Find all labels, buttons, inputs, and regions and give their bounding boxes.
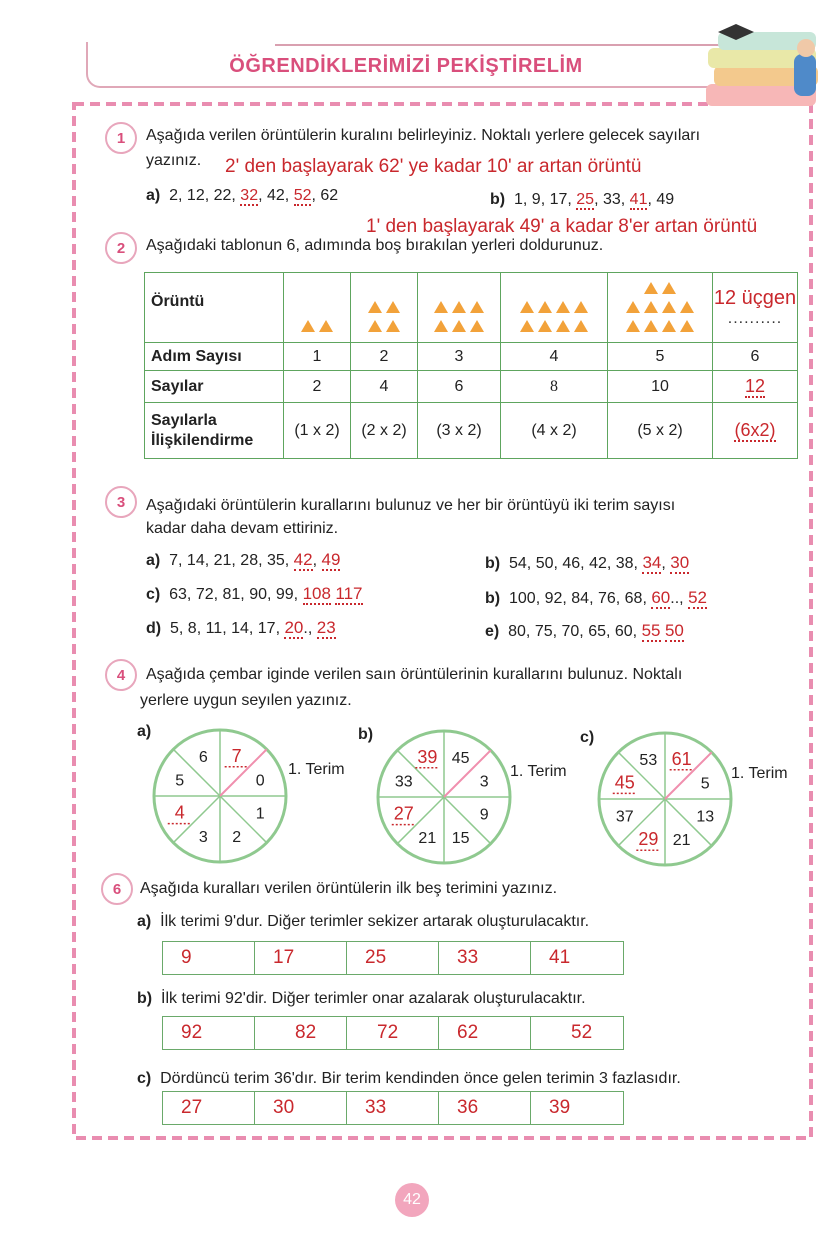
answer-cell[interactable]: 33 xyxy=(347,1092,439,1124)
step-cell: 4 xyxy=(501,343,608,371)
circle-number: 45 xyxy=(451,749,470,767)
answer-cell[interactable]: 52 xyxy=(571,1022,593,1043)
answer-1b-2[interactable]: 41 xyxy=(629,191,648,208)
circle-answer[interactable]: 29 xyxy=(638,829,659,850)
question-6c-text: c) Dördüncü terim 36'dır. Bir terim kendinden önce gelen terimin 3 fazlasıdır. xyxy=(137,1070,681,1087)
row-header-step: Adım Sayısı xyxy=(145,343,284,371)
question-3-item: b) 54, 50, 46, 42, 38, 34, 30 xyxy=(485,553,690,572)
circle-answer[interactable]: 39 xyxy=(417,746,438,767)
question-3-text-2: kadar daha devam ettiriniz. xyxy=(146,520,339,537)
answer-cell[interactable]: 17 xyxy=(255,942,347,974)
circle-answer[interactable]: 27 xyxy=(393,803,414,824)
answer-cell[interactable]: 62 xyxy=(439,1017,531,1049)
question-3-item: a) 7, 14, 21, 28, 35, 42, 49 xyxy=(146,550,341,569)
answer-3b2-2[interactable]: 52 xyxy=(688,588,707,607)
question-1a: a) 2, 12, 22, 32, 42, 52, 62 xyxy=(146,187,339,204)
circle-number: 3 xyxy=(479,773,489,791)
answer-cell[interactable]: 82 xyxy=(255,1017,347,1049)
question-3-item: e) 80, 75, 70, 65, 60, 55 50 xyxy=(485,621,684,640)
question-4-text: Aşağıda çembar igindе verilеn saın örüntülеrinin kurallarını bulunuz. Noktalı xyxy=(146,666,683,683)
number-cell[interactable]: 8 xyxy=(501,371,608,403)
page-number: 42 xyxy=(395,1183,429,1217)
question-3-text: Aşağıdaki örüntülerin kurallarını bulunuz ve her bir örüntüyü iki terim sayısı xyxy=(146,497,676,514)
answer-3e-1[interactable]: 55 xyxy=(641,621,661,640)
question-6-text: Aşağıda kuralları verilen örüntülerin ilk beş terimini yazınız. xyxy=(140,880,558,897)
answer-3a-1[interactable]: 42 xyxy=(293,550,313,569)
number-cell: 6 xyxy=(418,371,501,403)
answer-cell[interactable]: 72 xyxy=(347,1017,439,1049)
answer-cell[interactable]: 92 xyxy=(163,1017,255,1049)
question-2-text: Aşağıdaki tablonun 6, adımında boş bırakılan yerleri doldurunuz. xyxy=(146,237,604,254)
answer-3c-2[interactable]: 117 xyxy=(335,584,363,603)
page-title: ÖĞRENDİKLERİMİZİ PEKİŞTİRELİM xyxy=(229,55,583,77)
circle-number: 15 xyxy=(451,830,470,848)
question-3-item: b) 100, 92, 84, 76, 68, 60.., 52 xyxy=(485,588,707,607)
terim-label-a: 1. Terim xyxy=(288,761,345,778)
step-cell: 1 xyxy=(284,343,351,371)
answer-cell[interactable]: 27 xyxy=(163,1092,255,1124)
circle-number: 53 xyxy=(639,751,658,769)
number-circle xyxy=(378,731,510,863)
circle-number: 33 xyxy=(394,773,413,791)
answer-row-a xyxy=(162,941,624,975)
relation-cell: (2 x 2) xyxy=(351,403,418,459)
pattern-answer: 12 üçgen xyxy=(713,287,797,309)
question-3-item: c) 63, 72, 81, 90, 99, 108 117 xyxy=(146,584,363,603)
circle-number: 21 xyxy=(672,832,691,850)
number-circle xyxy=(154,730,286,862)
circle-number: 1 xyxy=(255,805,265,823)
answer-cell[interactable]: 9 xyxy=(163,942,255,974)
circle-answer[interactable]: 45 xyxy=(614,772,635,793)
answer-3b2-1[interactable]: 60 xyxy=(651,588,671,607)
answer-cell[interactable]: 25 xyxy=(347,942,439,974)
answer-3c-1[interactable]: 108 xyxy=(302,584,331,603)
relation-cell: (3 x 2) xyxy=(418,403,501,459)
number-cell: 4 xyxy=(351,371,418,403)
step-cell: 6 xyxy=(713,343,798,371)
answer-cell[interactable]: 41 xyxy=(549,947,571,968)
row-header-numbers: Sayılar xyxy=(145,371,284,403)
question-1-text-2: yazınız. xyxy=(146,152,202,169)
circle-number: 21 xyxy=(418,830,437,848)
step-cell: 5 xyxy=(608,343,713,371)
circle-number: 9 xyxy=(479,806,489,824)
answer-cell[interactable]: 33 xyxy=(439,942,531,974)
terim-label-c: 1. Terim xyxy=(731,765,788,782)
answer-3b-2[interactable]: 30 xyxy=(670,553,690,572)
pattern-cell-6[interactable]: 12 üçgen .......... xyxy=(713,273,798,343)
number-cell: 2 xyxy=(284,371,351,403)
answer-1a-1[interactable]: 32 xyxy=(240,187,259,204)
circle-answer[interactable]: 7 xyxy=(231,745,242,766)
circle-answer[interactable]: 4 xyxy=(174,802,185,823)
question-2-number: 2 xyxy=(105,232,137,264)
answer-1a-2[interactable]: 52 xyxy=(293,187,312,204)
handwritten-note-a: 2' den başlayarak 62' ye kadar 10' ar artan örüntü xyxy=(225,156,642,177)
answer-3d-1[interactable]: 20 xyxy=(284,618,304,637)
answer-row-b xyxy=(162,1016,624,1050)
terim-label-b: 1. Terim xyxy=(510,763,567,780)
answer-3e-2[interactable]: 50 xyxy=(664,621,684,640)
answer-number-6: 12 xyxy=(744,376,766,396)
answer-3d-2[interactable]: 23 xyxy=(316,618,336,637)
circle-answer[interactable]: 61 xyxy=(671,748,692,769)
step-cell: 3 xyxy=(418,343,501,371)
circle-a-label: a) xyxy=(137,723,152,740)
question-1b: b) 1, 9, 17, 25, 33, 41, 49 xyxy=(490,191,675,208)
answer-relation-6: (6x2) xyxy=(734,420,776,440)
relation-cell: (4 x 2) xyxy=(501,403,608,459)
question-4-number: 4 xyxy=(105,659,137,691)
number-circle xyxy=(599,733,731,865)
circle-number: 2 xyxy=(232,829,242,847)
question-4-text-2: yerlere uygun seyılen yazınız. xyxy=(140,692,352,709)
answer-cell[interactable]: 39 xyxy=(549,1097,571,1118)
number-cell: 10 xyxy=(608,371,713,403)
answer-3a-2[interactable]: 49 xyxy=(321,550,341,569)
question-3-number: 3 xyxy=(105,486,137,518)
row-header-relation: Sayılarla İlişkilendirme xyxy=(145,403,284,459)
answer-cell[interactable]: 30 xyxy=(255,1092,347,1124)
circle-number: 5 xyxy=(175,772,185,790)
circle-number: 13 xyxy=(696,808,715,826)
question-1-text: Aşağıda verilen örüntülerin kuralını belirleyiniz. Noktalı yerlere gelecek sayıları xyxy=(146,127,701,144)
circle-c-label: c) xyxy=(580,729,595,746)
step-cell: 2 xyxy=(351,343,418,371)
relation-cell: (1 x 2) xyxy=(284,403,351,459)
circle-number: 0 xyxy=(255,772,265,790)
circle-b-label: b) xyxy=(358,726,374,743)
question-3-item: d) 5, 8, 11, 14, 17, 20., 23 xyxy=(146,618,336,637)
answer-1b-1[interactable]: 25 xyxy=(576,191,595,208)
circle-number: 37 xyxy=(615,808,634,826)
answer-row-c xyxy=(162,1091,624,1125)
question-6b-text: b) İlk terimi 92'dir. Diğer terimler onar azalarak oluşturulacaktır. xyxy=(137,990,586,1007)
question-1-number: 1 xyxy=(105,122,137,154)
answer-cell[interactable]: 36 xyxy=(439,1092,531,1124)
relation-cell: (5 x 2) xyxy=(608,403,713,459)
answer-3b-1[interactable]: 34 xyxy=(642,553,662,572)
circle-number: 5 xyxy=(700,775,710,793)
question-6-number: 6 xyxy=(101,873,133,905)
circle-number: 6 xyxy=(198,748,208,766)
circle-number: 3 xyxy=(198,829,208,847)
handwritten-note-b: 1' den başlayarak 49' a kadar 8'er artan örüntü xyxy=(366,216,758,237)
row-header-pattern: Örüntü xyxy=(145,273,284,343)
question-6a-text: a) İlk terimi 9'dur. Diğer terimler sekizer artarak oluşturulacaktır. xyxy=(137,913,590,930)
